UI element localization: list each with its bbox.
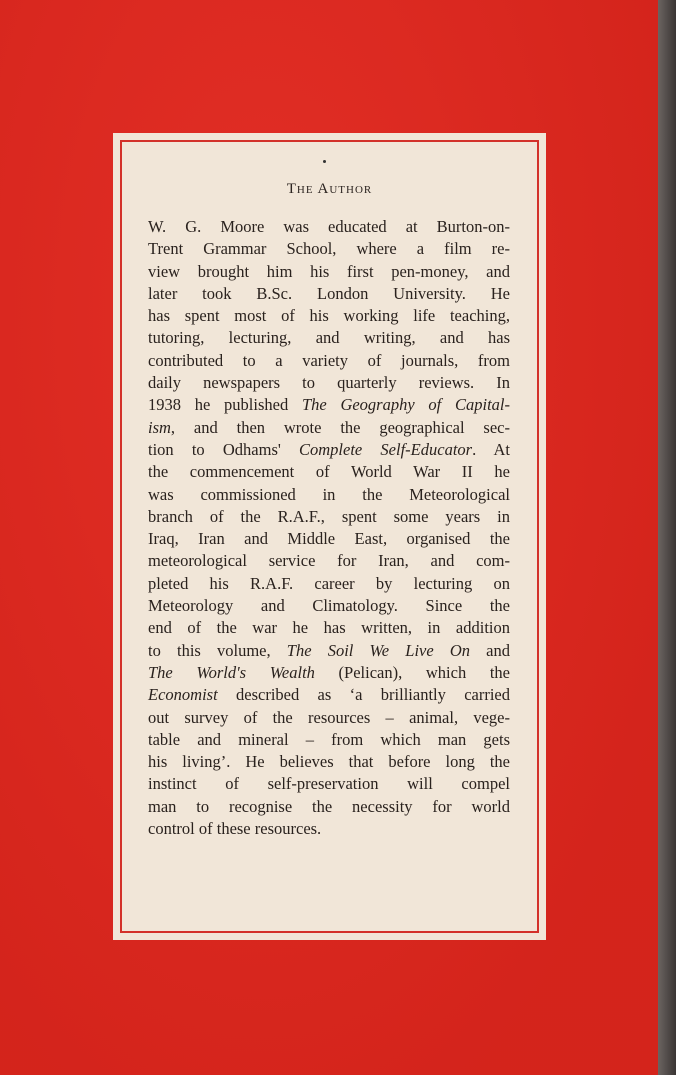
bio-line	[148, 305, 510, 327]
bio-line	[148, 417, 510, 439]
bio-line	[148, 617, 510, 639]
bio-line	[148, 283, 510, 305]
bio-text: Complete Self-Educator	[299, 439, 473, 459]
bio-text: tion to Odhams'	[148, 439, 300, 459]
bio-text: has spent most of his working life teaching,	[148, 306, 510, 326]
bio-line	[148, 484, 510, 506]
bio-text: The Geography of Capital-	[301, 395, 510, 415]
bio-text: out survey of the resources – animal, vege-	[148, 707, 510, 727]
bio-line	[148, 506, 510, 528]
bio-text: W. G. Moore was educated at Burton-on-	[148, 217, 510, 236]
bio-text: branch of the R.A.F., spent some years in	[148, 506, 510, 526]
bio-line	[148, 818, 510, 840]
bio-line	[148, 751, 510, 773]
bio-text: table and mineral – from which man gets	[148, 729, 510, 749]
bio-text: . At	[472, 439, 510, 459]
bio-text: to this volume,	[148, 640, 287, 660]
bio-text: control of these resources.	[148, 819, 322, 839]
bio-text: described as ‘a brilliantly carried	[217, 685, 510, 705]
bio-line	[148, 528, 510, 550]
bio-line	[148, 595, 510, 617]
bio-text: meteorological service for Iran, and com-	[148, 551, 510, 571]
bio-text: instinct of self-preservation will compel	[148, 774, 510, 794]
author-heading: The Author	[286, 181, 373, 197]
bio-line	[148, 350, 510, 372]
bio-text: The Soil We Live On	[286, 640, 471, 660]
page-edge	[658, 0, 676, 1075]
bio-line	[148, 729, 510, 751]
decorative-dot-icon	[323, 160, 326, 163]
bio-line	[148, 216, 510, 238]
bio-text: , and then wrote the geographical sec-	[170, 417, 510, 437]
bio-line	[148, 372, 510, 394]
bio-text: contributed to a variety of journals, from	[148, 350, 510, 370]
bio-text: end of the war he has written, in addition	[148, 618, 510, 638]
bio-line	[148, 261, 510, 283]
bio-text: his living’. He believes that before long the	[148, 752, 510, 772]
bio-line	[148, 327, 510, 349]
bio-line	[148, 550, 510, 572]
bio-text: pleted his R.A.F. career by lecturing on	[148, 573, 510, 593]
bio-text: later took B.Sc. London University. He	[148, 283, 510, 303]
bio-line	[148, 707, 510, 729]
bio-text: Iraq, Iran and Middle East, organised the	[148, 529, 510, 549]
bio-text: Economist	[148, 685, 218, 705]
bio-text: Trent Grammar School, where a film re-	[148, 239, 510, 259]
author-panel	[113, 133, 546, 940]
bio-text: Meteorology and Climatology. Since the	[148, 596, 510, 616]
bio-text: 1938 he published	[148, 395, 302, 415]
bio-text: the commencement of World War II he	[148, 462, 510, 482]
bio-text: ism	[148, 417, 171, 437]
bio-line	[148, 773, 510, 795]
bio-line	[148, 684, 510, 706]
bio-line	[148, 394, 510, 416]
bio-text: man to recognise the necessity for world	[148, 796, 510, 816]
bio-line	[148, 640, 510, 662]
bio-line	[148, 796, 510, 818]
bio-line	[148, 573, 510, 595]
bio-line	[148, 238, 510, 260]
bio-text: view brought him his first pen-money, and	[148, 261, 510, 281]
author-biography	[148, 216, 510, 840]
bio-line	[148, 461, 510, 483]
bio-text: daily newspapers to quarterly reviews. In	[148, 373, 510, 393]
bio-text: and	[470, 640, 511, 660]
bio-text: was commissioned in the Meteorological	[148, 484, 510, 504]
bio-text: The World's Wealth	[148, 662, 315, 682]
bio-text: tutoring, lecturing, and writing, and has	[148, 328, 510, 348]
bio-line	[148, 662, 510, 684]
bio-line	[148, 439, 510, 461]
bio-text: (Pelican), which the	[314, 662, 510, 682]
